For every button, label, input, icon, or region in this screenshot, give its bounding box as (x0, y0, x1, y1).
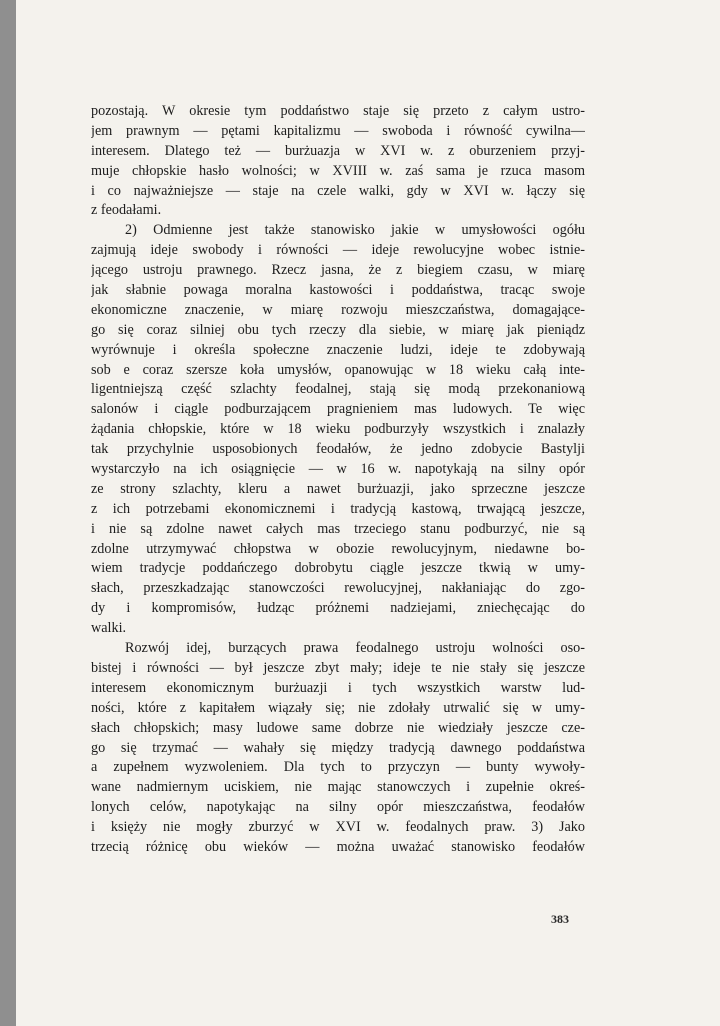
text-line: wystarczyło na ich osiągnięcie — w 16 w. napotykają na silny opór (91, 461, 585, 478)
text-line: ekonomiczne znaczenie, w miarę rozwoju mieszczaństwa, domagające- (91, 301, 585, 318)
text-line: z ich potrzebami ekonomicznemi i tradycją kastową, trwającą jeszcze, (91, 500, 585, 517)
text-line: go się trzymać — wahały się między tradycją dawnego poddaństwa (91, 739, 585, 756)
text-line: i co najważniejsze — staje na czele walki, gdy w XVI w. łączy się (91, 182, 585, 199)
scan-margin-strip (0, 0, 16, 1026)
text-line: słach, przeszkadzając stanowczości rewolucyjnej, nakłaniając do zgo- (91, 580, 585, 597)
text-line: ligentniejszą część szlachty feodalnej, stają się modą przekonaniową (91, 381, 585, 398)
text-line: wyrównuje i określa społeczne znaczenie ludzi, ideje te zdobywają (91, 341, 585, 358)
text-line: wiem tradycje poddańczego dobrobytu ciągle jeszcze tkwią w umy- (91, 560, 585, 577)
text-line: walki. (91, 620, 127, 637)
text-line: trzecią różnicę obu wieków — można uważać stanowisko feodałów (91, 838, 585, 855)
text-line: z feodałami. (91, 202, 162, 219)
text-line: bistej i równości — był jeszcze zbyt mały; ideje te nie stały się jeszcze (91, 659, 585, 676)
text-line: salonów i ciągle podburzającem pragnieniem mas ludowych. Te więc (91, 401, 585, 418)
text-line: interesem ekonomicznym burżuazji i tych wszystkich warstw lud- (91, 679, 585, 696)
page-number: 383 (551, 912, 569, 926)
text-line: jak słabnie powaga moralna kastowości i poddaństwa, tracąc swoje (91, 282, 585, 299)
text-line: go się coraz silniej obu tych rzeczy dla siebie, w miarę jak pieniądz (91, 321, 585, 338)
text-line: ze strony szlachty, kleru a nawet burżuazji, jako sprzeczne jeszcze (91, 480, 585, 497)
text-line: tak przychylnie usposobionych feodałów, że jedno zdobycie Bastylji (91, 441, 585, 458)
text-line: i nie są zdolne nawet całych mas trzeciego stanu podburzyć, nie są (91, 520, 585, 537)
text-line: lonych celów, napotykając na silny opór mieszczaństwa, feodałów (91, 799, 585, 816)
text-line: ności, które z kapitałem wiązały się; nie zdołały utrwalić się w umy- (91, 699, 585, 716)
text-line: żądania chłopskie, które w 18 wieku podburzyły wszystkich i znalazły (91, 421, 585, 438)
text-line: i księży nie mogły zburzyć w XVI w. feodalnych praw. 3) Jako (91, 819, 585, 836)
text-line: zajmują ideje swobody i równości — ideje rewolucyjne wobec istnie- (91, 242, 585, 259)
text-line: interesem. Dlatego też — burżuazja w XVI w. z oburzeniem przyj- (91, 142, 585, 159)
document-page (16, 0, 720, 1026)
text-line: wane nadmiernym uciskiem, nie mając stanowczych i zupełnie okreś- (91, 779, 585, 796)
text-line: muje chłopskie hasło wolności; w XVIII w. zaś sama je rzuca masom (91, 162, 585, 179)
paragraph-start: Rozwój idej, burzących prawa feodalnego ustroju wolności oso- (125, 640, 585, 657)
text-line: jem prawnym — pętami kapitalizmu — swoboda i równość cywilna— (91, 122, 585, 139)
text-line: pozostają. W okresie tym poddaństwo staje się przeto z całym ustro- (91, 103, 585, 119)
text-line: dy i kompromisów, łudząc próżnemi nadziejami, zniechęcając do (91, 600, 585, 617)
text-line: słach chłopskich; masy ludowe same dobrze nie wiedziały jeszcze cze- (91, 719, 585, 736)
text-line: jącego ustroju prawnego. Rzecz jasna, że z biegiem czasu, w miarę (91, 262, 585, 279)
paragraph-start: 2) Odmienne jest także stanowisko jakie w umysłowości ogółu (125, 222, 585, 239)
text-line: a zupełnem wyzwoleniem. Dla tych to przyczyn — bunty wywoły- (91, 759, 585, 776)
text-line: sob e coraz szersze koła umysłów, opanowując w 18 wieku całą inte- (91, 361, 585, 378)
text-line: zdolne utrzymywać chłopstwa w obozie rewolucyjnym, niedawne bo- (91, 540, 585, 557)
body-text (91, 102, 585, 858)
